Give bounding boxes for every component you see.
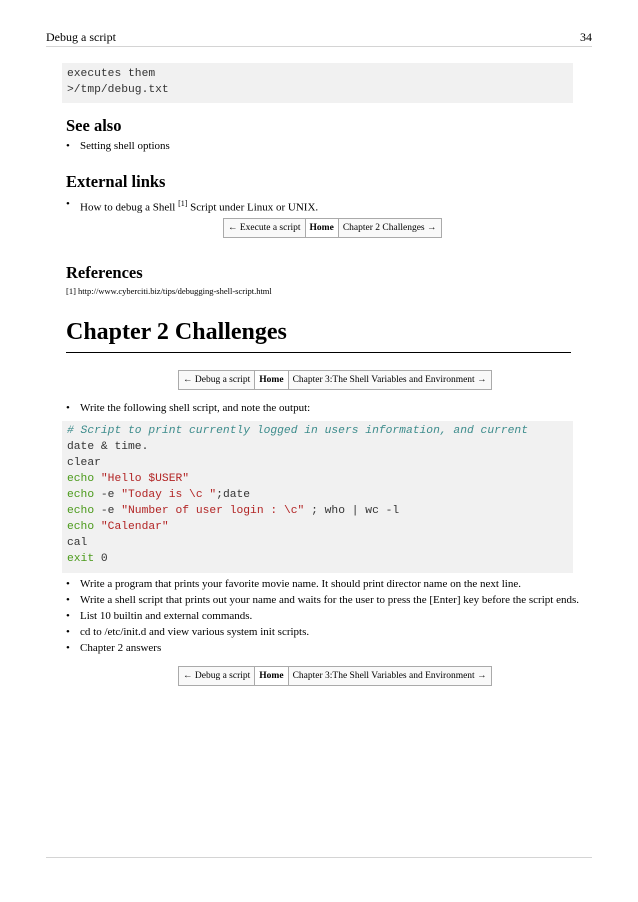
code-line: date & time. — [67, 441, 149, 453]
code-line — [62, 519, 573, 535]
intro-text: Write the following shell script, and note the output: — [80, 402, 311, 414]
code-line — [62, 423, 573, 439]
task-text: cd to /etc/init.d and view various system init scripts. — [80, 626, 310, 638]
task-list — [66, 576, 579, 656]
code-comment: # Script to print currently logged in users information, and current — [67, 425, 528, 437]
nav-prev-link[interactable]: ← Debug a script — [183, 375, 251, 385]
task-text: Write a program that prints your favorite movie name. It should print director name on the next line. — [80, 578, 521, 590]
list-item[interactable] — [66, 138, 170, 154]
code-keyword: echo — [67, 505, 95, 517]
nav-home-link[interactable]: Home — [254, 667, 287, 685]
running-title: Debug a script — [46, 30, 116, 44]
chapter-nav — [178, 370, 492, 390]
code-line: executes them — [67, 68, 156, 80]
code-string: "Hello $USER" — [100, 473, 190, 485]
code-line: >/tmp/debug.txt — [67, 84, 169, 96]
code-text: ; who | wc -l — [304, 505, 400, 517]
list-item — [66, 592, 579, 608]
list-item — [66, 576, 579, 592]
chapter-nav — [223, 218, 442, 238]
code-line: clear — [67, 457, 101, 469]
task-text: List 10 builtin and external commands. — [80, 610, 253, 622]
code-line — [62, 503, 573, 519]
code-block-top — [62, 63, 573, 103]
see-also-heading: See also — [66, 116, 122, 135]
reference-item[interactable]: [1] http://www.cyberciti.biz/tips/debugging-shell-script.html — [66, 286, 272, 296]
intro-list — [66, 400, 310, 416]
list-item[interactable] — [66, 640, 579, 656]
external-link-text[interactable]: How to debug a Shell — [80, 201, 179, 214]
nav-home-link[interactable]: Home — [305, 219, 338, 237]
nav-home-link[interactable]: Home — [254, 371, 287, 389]
page-header — [46, 30, 592, 46]
answers-link[interactable]: Chapter 2 answers — [80, 642, 162, 654]
code-keyword: echo — [67, 521, 95, 533]
code-block-main — [62, 421, 573, 573]
nav-next-link[interactable]: Chapter 2 Challenges → — [338, 219, 441, 237]
list-item[interactable] — [66, 196, 318, 212]
code-line: cal — [67, 537, 88, 549]
nav-next-link[interactable]: Chapter 3:The Shell Variables and Environment → — [288, 667, 491, 685]
code-text: -e — [94, 505, 122, 517]
nav-next-link[interactable]: Chapter 3:The Shell Variables and Environment → — [288, 371, 491, 389]
code-line — [62, 487, 573, 503]
code-string: "Today is \c " — [121, 489, 217, 501]
code-text: 0 — [94, 553, 108, 565]
code-line — [62, 471, 573, 487]
external-links-list — [66, 196, 318, 212]
list-item — [66, 400, 310, 416]
chapter-nav — [178, 666, 492, 686]
see-also-list — [66, 138, 170, 154]
code-keyword: echo — [67, 489, 95, 501]
code-text: -e — [94, 489, 122, 501]
footnote-ref[interactable]: [1] — [178, 199, 188, 208]
list-item — [66, 608, 579, 624]
page-number: 34 — [580, 30, 592, 44]
nav-prev-link[interactable]: ← Execute a script — [228, 223, 301, 233]
header-divider — [46, 46, 592, 47]
code-string: "Calendar" — [100, 521, 169, 533]
code-keyword: echo — [67, 473, 95, 485]
external-link-text-end[interactable]: Script under Linux or UNIX. — [187, 201, 319, 214]
chapter-title-rule — [66, 352, 571, 353]
footer-divider — [46, 857, 592, 858]
code-string: "Number of user login : \c" — [121, 505, 305, 517]
code-keyword: exit — [67, 553, 95, 565]
task-text: Write a shell script that prints out your name and waits for the user to press the [Enter] key before the script ends. — [80, 594, 579, 606]
external-links-heading: External links — [66, 172, 166, 191]
references-heading: References — [66, 263, 143, 282]
list-item — [66, 624, 579, 640]
code-text: ;date — [216, 489, 251, 501]
see-also-link[interactable]: Setting shell options — [80, 140, 170, 152]
chapter-title: Chapter 2 Challenges — [66, 319, 287, 345]
code-line — [62, 551, 573, 567]
nav-prev-link[interactable]: ← Debug a script — [183, 671, 251, 681]
